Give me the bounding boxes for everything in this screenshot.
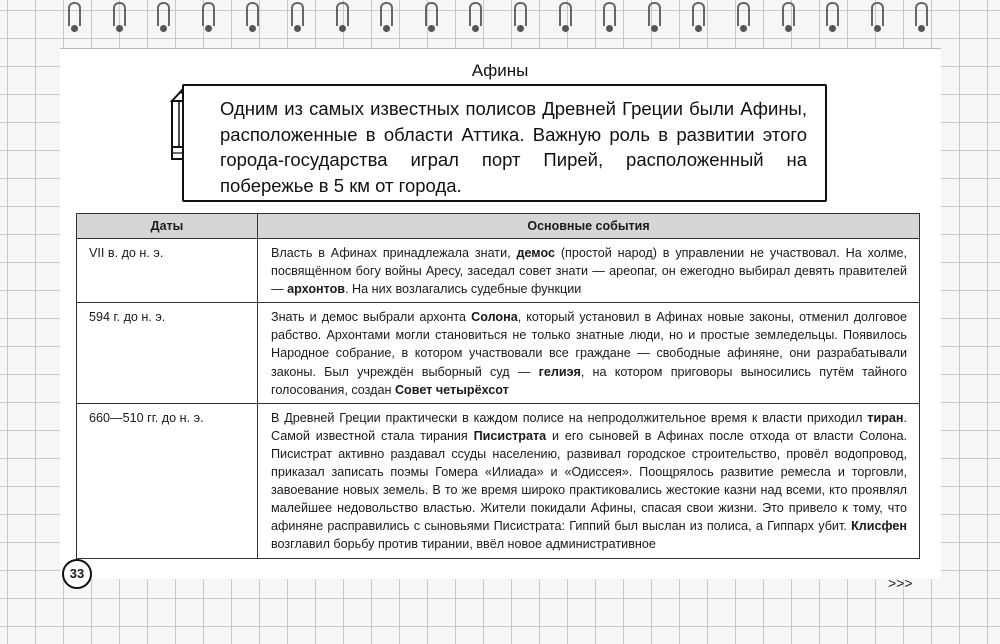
term-tyrant: тиран (867, 410, 904, 425)
page-title: Афины (471, 61, 529, 80)
row-events: Власть в Афинах принадлежала знати, демос (простой народ) в управлении не участвовал. На холме, посвящённом богу войны Аресу, заседал совет знати — ареопаг, он ежегодно выбирал девять правителей — архонтов. На них возлагались судебные функции (258, 239, 920, 303)
term-solon: Солона (471, 310, 518, 325)
term-heliaia: гелиэя (538, 364, 581, 379)
term-council-400: Совет четырёхсот (394, 382, 509, 397)
events-table (76, 213, 920, 559)
row-date: 660—510 гг. до н. э. (77, 403, 258, 558)
page-number: 33 (62, 559, 92, 589)
table-row (77, 239, 920, 303)
table-header-row (77, 214, 920, 239)
header-dates: Даты (77, 214, 258, 239)
term-peisistratus: Писистрата (473, 428, 547, 443)
term-cleisthenes: Клисфен (851, 519, 907, 534)
term-archons: архонтов (287, 282, 346, 297)
table-row (77, 403, 920, 558)
row-date: VII в. до н. э. (77, 239, 258, 303)
intro-text: Одним из самых известных полисов Древней Греции были Афины, расположенные в области Аттика. Важную роль в развитии этого города-государства играл порт Пирей, расположенный на побережье в 5 км от города. (220, 98, 807, 196)
header-events: Основные события (258, 214, 920, 239)
table-row (77, 303, 920, 403)
row-date: 594 г. до н. э. (77, 303, 258, 403)
continue-marker: >>> (888, 575, 913, 591)
term-demos: демос (516, 246, 555, 260)
row-events: Знать и демос выбрали архонта Солона, который установил в Афинах новые законы, отменил долговое рабство. Архонтами могли становиться не только знатные люди, но и простые земледельцы. Появилось Народное собрание, в котором участвовали все граждане — свободные афиняне, они разрабатывали законы. Был учреждён выборный суд — гелиэя, на котором приговоры выносились путём тайного голосования, создан Совет четырёхсот (258, 303, 920, 403)
row-events: В Древней Греции практически в каждом полисе на непродолжительное время к власти приходил тиран. Самой известной стала тирания Писистрата и его сыновей в Афинах после отхода от власти Солона. Писистрат активно раздавал ссуды населению, развивал городское строительство, провёл водопровод, приказал записать поэмы Гомера «Илиада» и «Одиссея». Поощрялось развитие ремесла и торговли, завоевание новых земель. В то же время широко практиковались жестокие казни над всеми, кто проявлял малейшее недовольство властью. Жители покидали Афины, спасая свои жизни. Это привело к тому, что афиняне расправились с сыновьями Писистрата: Гиппий был выслан из полиса, а Гиппарх убит. Клисфен возглавил борьбу против тирании, ввёл новое административное (258, 403, 920, 558)
